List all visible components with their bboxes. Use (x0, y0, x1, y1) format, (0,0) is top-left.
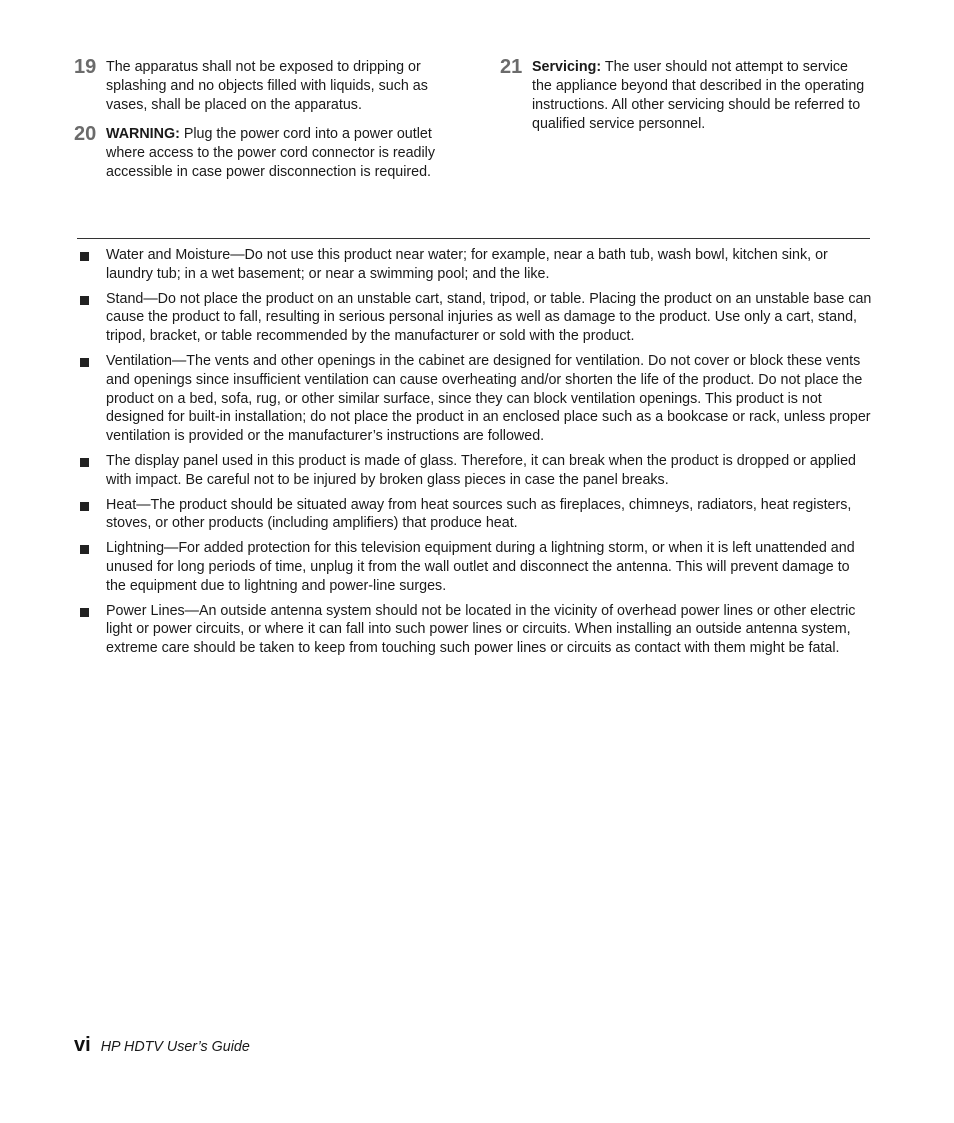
item-number: 20 (74, 123, 97, 145)
item-number: 19 (74, 56, 97, 78)
list-item (77, 246, 872, 284)
bullet-text: The display panel used in this product is made of glass. Therefore, it can break when the product is dropped or applied with impact. Be careful not to be injured by broken glass pieces in case the panel breaks. (106, 452, 856, 488)
item-text: Plug the power cord into a power outlet where access to the power cord connector is readily accessible in case power disconnection is required. (106, 126, 435, 180)
bullet-square-icon (80, 608, 89, 617)
item-number: 21 (500, 56, 523, 78)
bullet-square-icon (80, 358, 89, 367)
left-column (74, 58, 444, 192)
bullet-square-icon (80, 458, 89, 467)
numbered-item-21 (500, 58, 870, 134)
list-item (77, 452, 872, 490)
bullet-square-icon (80, 296, 89, 305)
bullet-square-icon (80, 502, 89, 511)
section-divider (77, 238, 870, 239)
list-item (77, 496, 872, 534)
bullet-text: Heat—The product should be situated away from heat sources such as fireplaces, chimneys, radiators, heat registers, stoves, or other products (including amplifiers) that produce heat. (106, 496, 852, 532)
bullet-text: Lightning—For added protection for this television equipment during a lightning storm, or when it is left unattended and unused for long periods of time, unplug it from the wall outlet and disconnect the antenna. This will prevent damage to the equipment due to lightning and power-line surges. (106, 540, 855, 594)
guide-title: HP HDTV User’s Guide (100, 1039, 250, 1055)
item-lead: Servicing: (532, 59, 602, 75)
item-text: The user should not attempt to service the appliance beyond that described in the operating instructions. All other servicing should be referred to qualified service personnel. (532, 59, 865, 132)
list-item (77, 602, 872, 658)
item-lead: WARNING: (106, 126, 180, 142)
page-footer (74, 1034, 250, 1057)
bullet-text: Ventilation—The vents and other openings in the cabinet are designed for ventilation. Do not cover or block these vents and openings since insufficient ventilation can cause overheating and/or shorten the life of the product. Do not place the product on a bed, sofa, rug, or other similar surface, since they can block ventilation openings. This product is not designed for built-in installation; do not place the product in an enclosed place such as a bookcase or rack, unless proper ventilation is provided or the manufacturer’s instructions are followed. (106, 352, 871, 445)
page-number: vi (74, 1034, 91, 1056)
list-item (77, 290, 872, 346)
numbered-item-20 (74, 125, 444, 182)
bullet-text: Stand—Do not place the product on an unstable cart, stand, tripod, or table. Placing the product on an unstable base can cause the product to fall, resulting in serious personal injuries as well as damage to the product. Use only a cart, stand, tripod, bracket, or table recommended by the manufacturer or sold with the product. (106, 290, 872, 345)
bullet-square-icon (80, 545, 89, 554)
right-column (500, 58, 870, 144)
list-item (77, 539, 872, 595)
safety-bullet-list (77, 246, 872, 664)
bullet-text: Power Lines—An outside antenna system should not be located in the vicinity of overhead power lines or other electric light or power circuits, or where it can fall into such power lines or circuits. When installing an outside antenna system, extreme care should be taken to keep from touching such power lines or circuits as contact with them might be fatal. (106, 602, 856, 657)
bullet-text: Water and Moisture—Do not use this product near water; for example, near a bath tub, wash bowl, kitchen sink, or laundry tub; in a wet basement; or near a swimming pool; and the like. (106, 247, 828, 282)
item-text: The apparatus shall not be exposed to dripping or splashing and no objects filled with liquids, such as vases, shall be placed on the apparatus. (106, 59, 428, 113)
list-item (77, 352, 872, 446)
numbered-item-19 (74, 58, 444, 115)
bullet-square-icon (80, 252, 89, 261)
